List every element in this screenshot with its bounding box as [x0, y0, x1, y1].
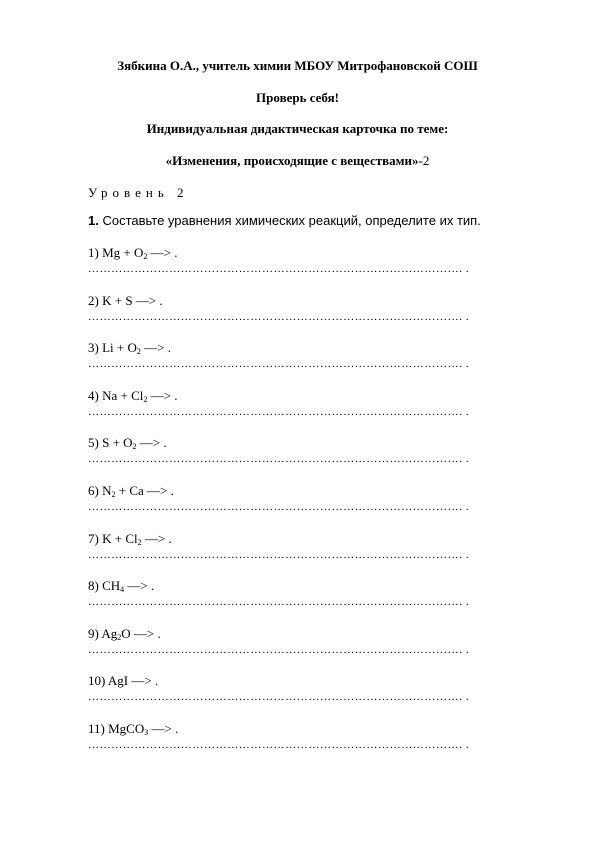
formula-part: + Ca —> .: [115, 483, 174, 498]
topic-title: «Изменения, происходящие с веществами»: [165, 153, 419, 168]
equation-item: [88, 245, 548, 275]
subscript: 2: [132, 442, 137, 452]
equation-item: [88, 388, 548, 418]
equation-item: [88, 578, 548, 608]
level-label: Уровень 2: [88, 185, 189, 200]
formula-part: K + S —> .: [102, 292, 163, 308]
equation-number: 3): [88, 340, 103, 356]
equation-text: [88, 293, 548, 309]
task-instruction: [88, 213, 481, 228]
equation-item: [88, 721, 548, 751]
equation-item: [88, 626, 548, 656]
equation-number: 4): [88, 387, 103, 403]
formula-part: K + Cl: [102, 530, 138, 546]
formula-part: N: [102, 483, 112, 498]
equation-number: 10): [88, 673, 108, 689]
formula-part: O —> .: [121, 625, 161, 641]
answer-line[interactable]: ……………………………………………………………………………………. .: [88, 358, 470, 371]
formula-part: —> .: [124, 578, 155, 594]
equation-number: 11): [88, 721, 109, 736]
equation-number: 2): [88, 292, 103, 308]
subscript: 2: [143, 394, 148, 404]
equation-number: 9): [88, 625, 102, 641]
answer-line[interactable]: ……………………………………………………………………………………. .: [88, 548, 470, 561]
formula-part: Mg + O: [102, 245, 144, 260]
equation-text: [88, 673, 548, 689]
formula-part: Ag: [101, 625, 118, 641]
answer-line[interactable]: ……………………………………………………………………………………. .: [88, 453, 470, 466]
topic-suffix: -2: [418, 153, 430, 168]
formula-part: —> .: [147, 245, 178, 260]
equation-text: [88, 721, 548, 737]
formula-part: Li + O: [102, 340, 137, 356]
equation-item: [88, 483, 548, 513]
subscript: 3: [144, 728, 149, 737]
subscript: 2: [117, 632, 122, 642]
formula-part: MgCO: [108, 721, 145, 736]
answer-line[interactable]: ……………………………………………………………………………………. .: [88, 263, 470, 275]
equation-number: 6): [88, 483, 103, 498]
subscript: 2: [136, 347, 141, 357]
formula-part: AgI —> .: [107, 673, 159, 689]
equation-text: [88, 340, 548, 356]
task-text: Составьте уравнения химических реакций, определите их тип.: [98, 213, 481, 228]
equation-text: [88, 435, 548, 451]
formula-part: S + O: [102, 435, 133, 451]
equation-text: [88, 626, 548, 642]
answer-line[interactable]: ……………………………………………………………………………………. .: [88, 310, 470, 323]
formula-part: CH: [102, 578, 121, 594]
answer-line[interactable]: ……………………………………………………………………………………. .: [88, 596, 470, 609]
check-yourself-line: Проверь себя!: [256, 90, 339, 105]
equation-text: [88, 388, 548, 404]
formula-part: —> .: [140, 340, 171, 356]
subscript: 2: [111, 490, 116, 499]
equation-text: [88, 483, 548, 499]
task-number: 1.: [88, 213, 99, 228]
equation-text: [88, 531, 548, 547]
topic-title-line: [0, 153, 595, 169]
subscript: 2: [143, 252, 148, 261]
equation-number: 7): [88, 530, 103, 546]
subscript: 2: [137, 537, 142, 547]
formula-part: —> .: [148, 721, 179, 736]
equation-item: [88, 293, 548, 323]
equation-item: [88, 531, 548, 561]
author-line: Зябкина О.А., учитель химии МБОУ Митрофановской СОШ: [117, 58, 478, 73]
answer-line[interactable]: ……………………………………………………………………………………. .: [88, 643, 470, 656]
equation-item: [88, 673, 548, 703]
answer-line[interactable]: ……………………………………………………………………………………. .: [88, 501, 470, 513]
formula-part: —> .: [141, 530, 172, 546]
formula-part: —> .: [147, 387, 178, 403]
answer-line[interactable]: ……………………………………………………………………………………. .: [88, 405, 470, 418]
formula-part: —> .: [136, 435, 167, 451]
formula-part: Na + Cl: [102, 387, 144, 403]
equation-text: [88, 245, 548, 261]
equation-number: 5): [88, 435, 103, 451]
answer-line[interactable]: ……………………………………………………………………………………. .: [88, 739, 470, 751]
equation-text: [88, 578, 548, 594]
answer-line[interactable]: ……………………………………………………………………………………. .: [88, 691, 470, 704]
topic-line: Индивидуальная дидактическая карточка по теме:: [146, 121, 449, 136]
equation-number: 1): [88, 245, 103, 260]
equation-item: [88, 340, 548, 370]
equation-number: 8): [88, 578, 103, 594]
subscript: 4: [120, 585, 125, 595]
equation-item: [88, 435, 548, 465]
